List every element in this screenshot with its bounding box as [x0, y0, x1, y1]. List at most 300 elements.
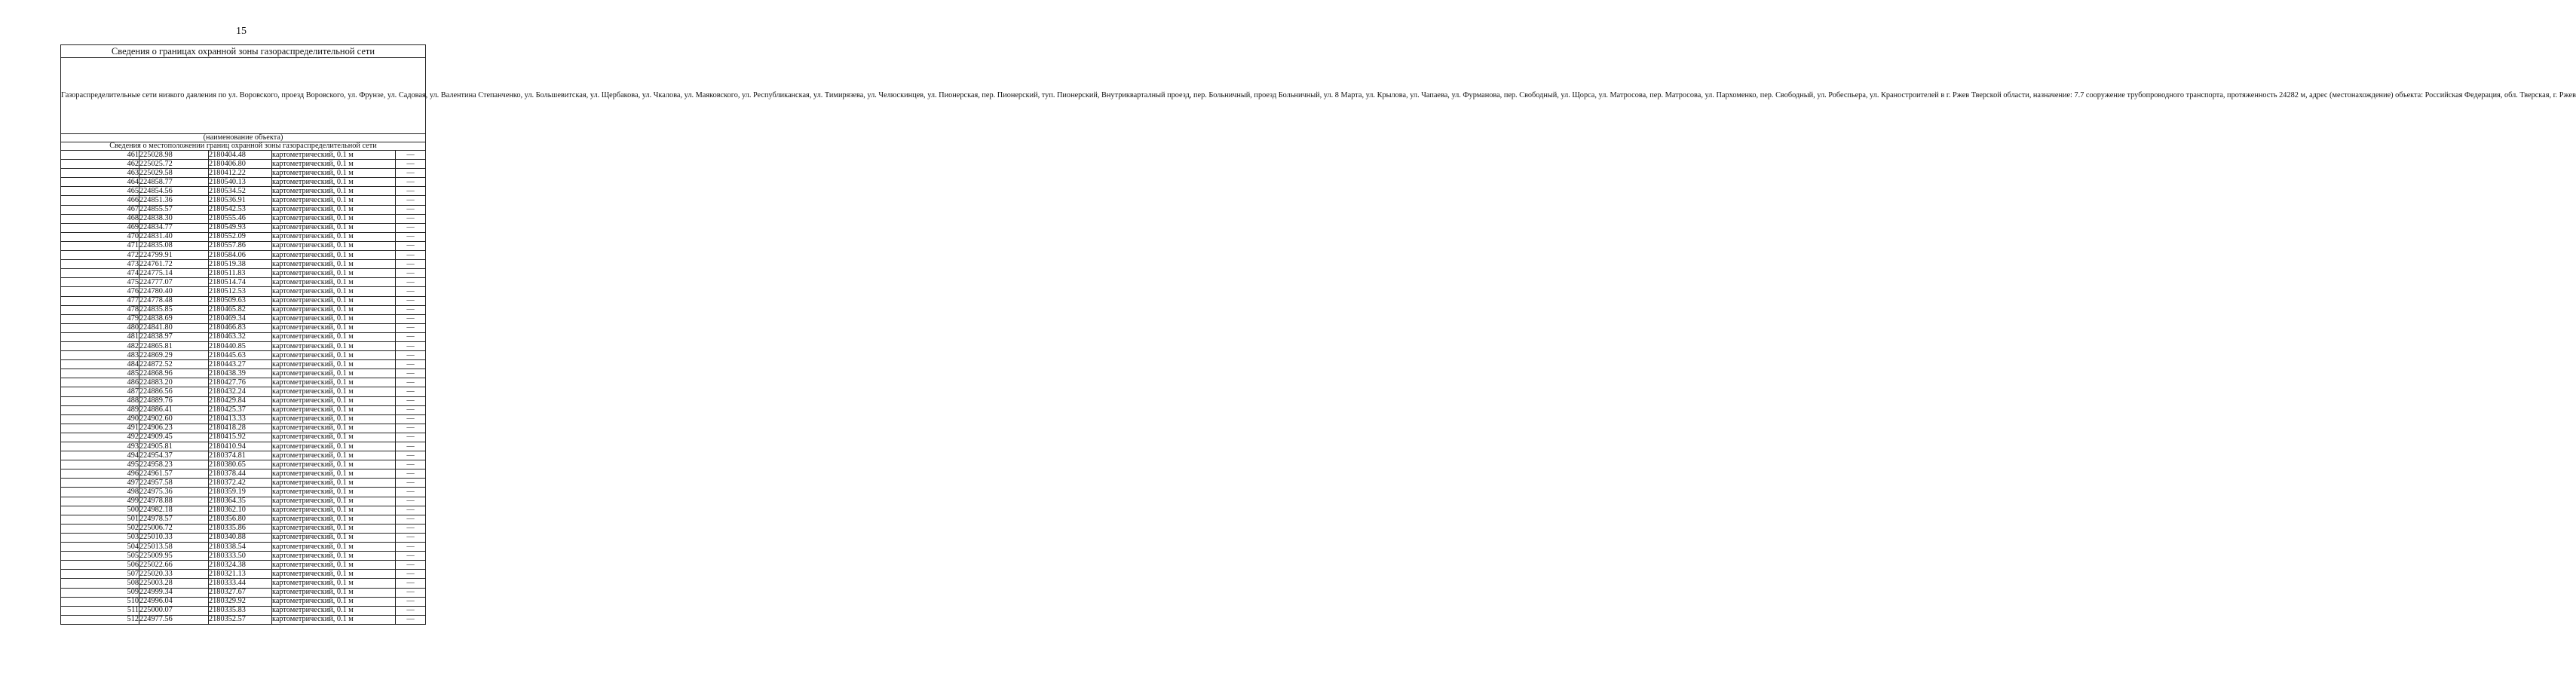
coordinate-y: 2180466.83 — [209, 323, 272, 332]
point-number: 470 — [61, 232, 139, 241]
determination-method: картометрический, 0.1 м — [272, 296, 396, 305]
dash-cell: — — [396, 469, 426, 479]
coordinate-y: 2180425.37 — [209, 405, 272, 414]
point-number: 492 — [61, 433, 139, 442]
coordinate-x: 224996.04 — [139, 597, 209, 606]
dash-cell: — — [396, 151, 426, 160]
table-row — [61, 524, 426, 533]
table-row — [61, 543, 426, 552]
point-number: 507 — [61, 570, 139, 579]
point-number: 490 — [61, 414, 139, 424]
coordinate-x: 225003.28 — [139, 579, 209, 588]
coordinate-x: 225013.58 — [139, 543, 209, 552]
coordinate-x: 224865.81 — [139, 341, 209, 350]
coordinate-y: 2180340.88 — [209, 533, 272, 542]
coordinate-y: 2180512.53 — [209, 287, 272, 296]
determination-method: картометрический, 0.1 м — [272, 615, 396, 624]
dash-cell: — — [396, 579, 426, 588]
dash-cell: — — [396, 296, 426, 305]
determination-method: картометрический, 0.1 м — [272, 341, 396, 350]
coordinate-x: 225020.33 — [139, 570, 209, 579]
coordinate-x: 224958.23 — [139, 460, 209, 469]
table-row — [61, 515, 426, 524]
coordinate-y: 2180338.54 — [209, 543, 272, 552]
point-number: 496 — [61, 469, 139, 479]
location-header: Сведения о местоположении границ охранной зоны газораспределительной сети — [61, 142, 426, 151]
point-number: 500 — [61, 506, 139, 515]
coordinate-y: 2180418.28 — [209, 424, 272, 433]
point-number: 506 — [61, 561, 139, 570]
coordinate-x: 224858.77 — [139, 178, 209, 187]
point-number: 483 — [61, 351, 139, 360]
coordinate-y: 2180555.46 — [209, 214, 272, 223]
coordinate-y: 2180557.86 — [209, 241, 272, 250]
dash-cell: — — [396, 414, 426, 424]
point-number: 489 — [61, 405, 139, 414]
dash-cell: — — [396, 223, 426, 232]
dash-cell: — — [396, 533, 426, 542]
coordinate-x: 224838.30 — [139, 214, 209, 223]
coordinate-x: 225000.07 — [139, 606, 209, 615]
coordinate-x: 224777.07 — [139, 278, 209, 287]
coordinate-x: 224982.18 — [139, 506, 209, 515]
point-number: 473 — [61, 260, 139, 269]
determination-method: картометрический, 0.1 м — [272, 451, 396, 460]
determination-method: картометрический, 0.1 м — [272, 570, 396, 579]
table-row — [61, 278, 426, 287]
table-row — [61, 424, 426, 433]
coordinate-y: 2180413.33 — [209, 414, 272, 424]
point-number: 471 — [61, 241, 139, 250]
table-row — [61, 296, 426, 305]
point-number: 468 — [61, 214, 139, 223]
dash-cell: — — [396, 169, 426, 178]
determination-method: картометрический, 0.1 м — [272, 232, 396, 241]
dash-cell: — — [396, 360, 426, 369]
determination-method: картометрический, 0.1 м — [272, 533, 396, 542]
dash-cell: — — [396, 351, 426, 360]
coordinate-y: 2180406.80 — [209, 160, 272, 169]
coordinate-x: 225009.95 — [139, 552, 209, 561]
coordinate-y: 2180552.09 — [209, 232, 272, 241]
coordinate-x: 224902.60 — [139, 414, 209, 424]
dash-cell: — — [396, 479, 426, 488]
dash-cell: — — [396, 561, 426, 570]
table-row — [61, 442, 426, 451]
coordinate-x: 224851.36 — [139, 196, 209, 205]
dash-cell: — — [396, 187, 426, 196]
table-row — [61, 151, 426, 160]
determination-method: картометрический, 0.1 м — [272, 506, 396, 515]
coordinate-x: 224868.96 — [139, 369, 209, 378]
dash-cell: — — [396, 387, 426, 396]
table-row — [61, 341, 426, 350]
dash-cell: — — [396, 332, 426, 341]
determination-method: картометрический, 0.1 м — [272, 223, 396, 232]
determination-method: картометрический, 0.1 м — [272, 305, 396, 314]
point-number: 486 — [61, 378, 139, 387]
coordinate-x: 224978.88 — [139, 497, 209, 506]
point-number: 501 — [61, 515, 139, 524]
coordinate-x: 224835.08 — [139, 241, 209, 250]
dash-cell: — — [396, 460, 426, 469]
table-row — [61, 323, 426, 332]
coordinate-y: 2180327.67 — [209, 588, 272, 597]
determination-method: картометрический, 0.1 м — [272, 241, 396, 250]
dash-cell: — — [396, 515, 426, 524]
coordinate-y: 2180549.93 — [209, 223, 272, 232]
table-row — [61, 488, 426, 497]
coordinate-y: 2180324.38 — [209, 561, 272, 570]
determination-method: картометрический, 0.1 м — [272, 360, 396, 369]
determination-method: картометрический, 0.1 м — [272, 414, 396, 424]
table-row — [61, 497, 426, 506]
coordinate-y: 2180443.27 — [209, 360, 272, 369]
coordinate-y: 2180352.57 — [209, 615, 272, 624]
table-row — [61, 469, 426, 479]
determination-method: картометрический, 0.1 м — [272, 187, 396, 196]
point-number: 499 — [61, 497, 139, 506]
coordinate-x: 224838.97 — [139, 332, 209, 341]
coordinate-y: 2180540.13 — [209, 178, 272, 187]
determination-method: картометрический, 0.1 м — [272, 515, 396, 524]
table-row — [61, 405, 426, 414]
point-number: 503 — [61, 533, 139, 542]
coordinate-x: 224883.20 — [139, 378, 209, 387]
dash-cell: — — [396, 488, 426, 497]
coordinate-x: 224961.57 — [139, 469, 209, 479]
dash-cell: — — [396, 451, 426, 460]
table-row — [61, 597, 426, 606]
coordinate-x: 224909.45 — [139, 433, 209, 442]
coordinate-y: 2180427.76 — [209, 378, 272, 387]
point-number: 469 — [61, 223, 139, 232]
dash-cell: — — [396, 369, 426, 378]
table-row — [61, 414, 426, 424]
table-row — [61, 396, 426, 405]
dash-cell: — — [396, 251, 426, 260]
point-number: 497 — [61, 479, 139, 488]
table-row — [61, 187, 426, 196]
point-number: 475 — [61, 278, 139, 287]
table-row — [61, 305, 426, 314]
point-number: 466 — [61, 196, 139, 205]
determination-method: картометрический, 0.1 м — [272, 469, 396, 479]
point-number: 502 — [61, 524, 139, 533]
coordinate-y: 2180359.19 — [209, 488, 272, 497]
dash-cell: — — [396, 588, 426, 597]
coordinate-y: 2180440.85 — [209, 341, 272, 350]
point-number: 463 — [61, 169, 139, 178]
dash-cell: — — [396, 606, 426, 615]
coordinate-x: 224886.56 — [139, 387, 209, 396]
determination-method: картометрический, 0.1 м — [272, 323, 396, 332]
table-row — [61, 178, 426, 187]
coordinate-x: 224799.91 — [139, 251, 209, 260]
coordinate-x: 224841.80 — [139, 323, 209, 332]
dash-cell: — — [396, 314, 426, 323]
dash-cell: — — [396, 442, 426, 451]
coordinate-y: 2180364.35 — [209, 497, 272, 506]
coordinate-x: 224838.69 — [139, 314, 209, 323]
coordinate-y: 2180432.24 — [209, 387, 272, 396]
coordinate-x: 225025.72 — [139, 160, 209, 169]
determination-method: картометрический, 0.1 м — [272, 287, 396, 296]
point-number: 512 — [61, 615, 139, 624]
coordinate-x: 224978.57 — [139, 515, 209, 524]
point-number: 509 — [61, 588, 139, 597]
coordinate-y: 2180511.83 — [209, 269, 272, 278]
coordinate-x: 225022.66 — [139, 561, 209, 570]
dash-cell: — — [396, 160, 426, 169]
dash-cell: — — [396, 543, 426, 552]
page-number: 15 — [236, 26, 247, 37]
point-number: 508 — [61, 579, 139, 588]
dash-cell: — — [396, 205, 426, 214]
determination-method: картометрический, 0.1 м — [272, 479, 396, 488]
coordinate-y: 2180362.10 — [209, 506, 272, 515]
table-row — [61, 606, 426, 615]
coordinate-y: 2180378.44 — [209, 469, 272, 479]
table-row — [61, 269, 426, 278]
coordinate-y: 2180519.38 — [209, 260, 272, 269]
point-number: 511 — [61, 606, 139, 615]
coordinate-y: 2180415.92 — [209, 433, 272, 442]
point-number: 505 — [61, 552, 139, 561]
table-row — [61, 588, 426, 597]
table-row — [61, 387, 426, 396]
coordinate-x: 224855.57 — [139, 205, 209, 214]
determination-method: картометрический, 0.1 м — [272, 260, 396, 269]
coordinate-x: 224906.23 — [139, 424, 209, 433]
table-row — [61, 561, 426, 570]
determination-method: картометрический, 0.1 м — [272, 314, 396, 323]
coordinate-x: 224977.56 — [139, 615, 209, 624]
dash-cell: — — [396, 214, 426, 223]
determination-method: картометрический, 0.1 м — [272, 378, 396, 387]
coordinate-x: 224780.40 — [139, 287, 209, 296]
point-number: 495 — [61, 460, 139, 469]
point-number: 467 — [61, 205, 139, 214]
determination-method: картометрический, 0.1 м — [272, 597, 396, 606]
dash-cell: — — [396, 305, 426, 314]
determination-method: картометрический, 0.1 м — [272, 332, 396, 341]
coordinate-y: 2180321.13 — [209, 570, 272, 579]
point-number: 494 — [61, 451, 139, 460]
coordinate-y: 2180335.86 — [209, 524, 272, 533]
coordinate-x: 225028.98 — [139, 151, 209, 160]
dash-cell: — — [396, 597, 426, 606]
dash-cell: — — [396, 278, 426, 287]
determination-method: картометрический, 0.1 м — [272, 178, 396, 187]
coordinate-y: 2180509.63 — [209, 296, 272, 305]
dash-cell: — — [396, 424, 426, 433]
point-number: 480 — [61, 323, 139, 332]
table-row — [61, 251, 426, 260]
table-row — [61, 260, 426, 269]
table-row — [61, 332, 426, 341]
point-number: 472 — [61, 251, 139, 260]
determination-method: картометрический, 0.1 м — [272, 160, 396, 169]
dash-cell: — — [396, 241, 426, 250]
coordinate-y: 2180404.48 — [209, 151, 272, 160]
dash-cell: — — [396, 552, 426, 561]
dash-cell: — — [396, 506, 426, 515]
coordinate-x: 224957.58 — [139, 479, 209, 488]
coordinate-y: 2180542.53 — [209, 205, 272, 214]
table-row — [61, 378, 426, 387]
object-description: Газораспределительные сети низкого давления по ул. Воровского, проезд Воровского, ул. Фрунзе, ул. Садовая, ул. Валентина Степанченко, ул. Большевитская, ул. Щербакова, ул. Чкалова, ул. Маяковского, ул. Республиканская, ул. Тимирязева, ул. Челюскинцев, ул. Пионерская, пер. Пионерский, туп. Пионерский, Внутрикварталный проезд, пер. Больничный, проезд Больничный, ул. 8 Марта, ул. Крылова, ул. Чапаева, ул. Фурманова, пер. Свободный, ул. Щорса, ул. Матросова, пер. Матросова, ул. Пархоменко, пер. Свободный, ул. Робеспьера, ул. Краностроителей в г. Ржев Тверской области, назначение: 7.7 сооружение трубопроводного транспорта, протяженность 24282 м, адрес (местонахождение) объекта: Российская Федерация, обл. Тверская, г. Ржев — [61, 58, 426, 134]
coordinate-x: 224954.37 — [139, 451, 209, 460]
determination-method: картометрический, 0.1 м — [272, 351, 396, 360]
determination-method: картометрический, 0.1 м — [272, 424, 396, 433]
determination-method: картометрический, 0.1 м — [272, 151, 396, 160]
point-number: 498 — [61, 488, 139, 497]
dash-cell: — — [396, 615, 426, 624]
dash-cell: — — [396, 378, 426, 387]
determination-method: картометрический, 0.1 м — [272, 460, 396, 469]
coordinate-x: 224761.72 — [139, 260, 209, 269]
determination-method: картометрический, 0.1 м — [272, 405, 396, 414]
coordinate-y: 2180335.83 — [209, 606, 272, 615]
section-title: Сведения о границах охранной зоны газораспределительной сети — [61, 45, 426, 58]
table-row — [61, 369, 426, 378]
point-number: 461 — [61, 151, 139, 160]
determination-method: картометрический, 0.1 м — [272, 552, 396, 561]
point-number: 510 — [61, 597, 139, 606]
coordinate-x: 224831.40 — [139, 232, 209, 241]
coordinate-x: 224775.14 — [139, 269, 209, 278]
determination-method: картометрический, 0.1 м — [272, 561, 396, 570]
determination-method: картометрический, 0.1 м — [272, 497, 396, 506]
table-row — [61, 160, 426, 169]
coordinate-x: 224869.29 — [139, 351, 209, 360]
determination-method: картометрический, 0.1 м — [272, 579, 396, 588]
point-number: 476 — [61, 287, 139, 296]
determination-method: картометрический, 0.1 м — [272, 205, 396, 214]
table-row — [61, 232, 426, 241]
coordinate-y: 2180412.22 — [209, 169, 272, 178]
point-number: 477 — [61, 296, 139, 305]
dash-cell: — — [396, 341, 426, 350]
point-number: 479 — [61, 314, 139, 323]
coordinate-y: 2180372.42 — [209, 479, 272, 488]
dash-cell: — — [396, 497, 426, 506]
determination-method: картометрический, 0.1 м — [272, 196, 396, 205]
table-row — [61, 287, 426, 296]
determination-method: картометрический, 0.1 м — [272, 214, 396, 223]
dash-cell: — — [396, 570, 426, 579]
coordinate-x: 224975.36 — [139, 488, 209, 497]
table-row — [61, 223, 426, 232]
coordinate-y: 2180329.92 — [209, 597, 272, 606]
coordinate-x: 224886.41 — [139, 405, 209, 414]
coordinate-x: 225010.33 — [139, 533, 209, 542]
coordinate-y: 2180429.84 — [209, 396, 272, 405]
coordinate-y: 2180333.50 — [209, 552, 272, 561]
determination-method: картометрический, 0.1 м — [272, 269, 396, 278]
table-row — [61, 460, 426, 469]
determination-method: картометрический, 0.1 м — [272, 396, 396, 405]
determination-method: картометрический, 0.1 м — [272, 588, 396, 597]
coordinate-y: 2180333.44 — [209, 579, 272, 588]
point-number: 485 — [61, 369, 139, 378]
table-row — [61, 360, 426, 369]
determination-method: картометрический, 0.1 м — [272, 278, 396, 287]
table-row — [61, 241, 426, 250]
coordinate-x: 224834.77 — [139, 223, 209, 232]
dash-cell: — — [396, 524, 426, 533]
coordinate-x: 225029.58 — [139, 169, 209, 178]
dash-cell: — — [396, 178, 426, 187]
dash-cell: — — [396, 323, 426, 332]
point-number: 478 — [61, 305, 139, 314]
point-number: 481 — [61, 332, 139, 341]
coordinate-y: 2180380.65 — [209, 460, 272, 469]
coordinate-x: 224889.76 — [139, 396, 209, 405]
point-number: 488 — [61, 396, 139, 405]
coordinate-y: 2180584.06 — [209, 251, 272, 260]
determination-method: картометрический, 0.1 м — [272, 543, 396, 552]
dash-cell: — — [396, 396, 426, 405]
coordinate-x: 225006.72 — [139, 524, 209, 533]
coordinate-y: 2180465.82 — [209, 305, 272, 314]
table-row — [61, 479, 426, 488]
table-row — [61, 506, 426, 515]
table-row — [61, 552, 426, 561]
coordinate-y: 2180469.34 — [209, 314, 272, 323]
dash-cell: — — [396, 260, 426, 269]
determination-method: картометрический, 0.1 м — [272, 369, 396, 378]
boundary-table — [60, 44, 2576, 625]
table-row — [61, 169, 426, 178]
point-number: 474 — [61, 269, 139, 278]
dash-cell: — — [396, 269, 426, 278]
point-number: 504 — [61, 543, 139, 552]
coordinate-x: 224872.52 — [139, 360, 209, 369]
determination-method: картометрический, 0.1 м — [272, 524, 396, 533]
coordinate-y: 2180410.94 — [209, 442, 272, 451]
coordinate-y: 2180463.32 — [209, 332, 272, 341]
point-number: 493 — [61, 442, 139, 451]
determination-method: картометрический, 0.1 м — [272, 169, 396, 178]
coordinate-y: 2180514.74 — [209, 278, 272, 287]
coordinate-y: 2180534.52 — [209, 187, 272, 196]
dash-cell: — — [396, 232, 426, 241]
coordinate-x: 224778.48 — [139, 296, 209, 305]
point-number: 491 — [61, 424, 139, 433]
dash-cell: — — [396, 196, 426, 205]
table-row — [61, 205, 426, 214]
point-number: 465 — [61, 187, 139, 196]
object-caption: (наименование объекта) — [61, 134, 426, 142]
table-row — [61, 351, 426, 360]
determination-method: картометрический, 0.1 м — [272, 387, 396, 396]
table-row — [61, 533, 426, 542]
point-number: 464 — [61, 178, 139, 187]
table-row — [61, 570, 426, 579]
determination-method: картометрический, 0.1 м — [272, 433, 396, 442]
dash-cell: — — [396, 287, 426, 296]
coordinate-y: 2180536.91 — [209, 196, 272, 205]
table-row — [61, 196, 426, 205]
table-row — [61, 579, 426, 588]
coordinate-y: 2180356.80 — [209, 515, 272, 524]
dash-cell: — — [396, 433, 426, 442]
table-row — [61, 433, 426, 442]
point-number: 462 — [61, 160, 139, 169]
table-row — [61, 451, 426, 460]
